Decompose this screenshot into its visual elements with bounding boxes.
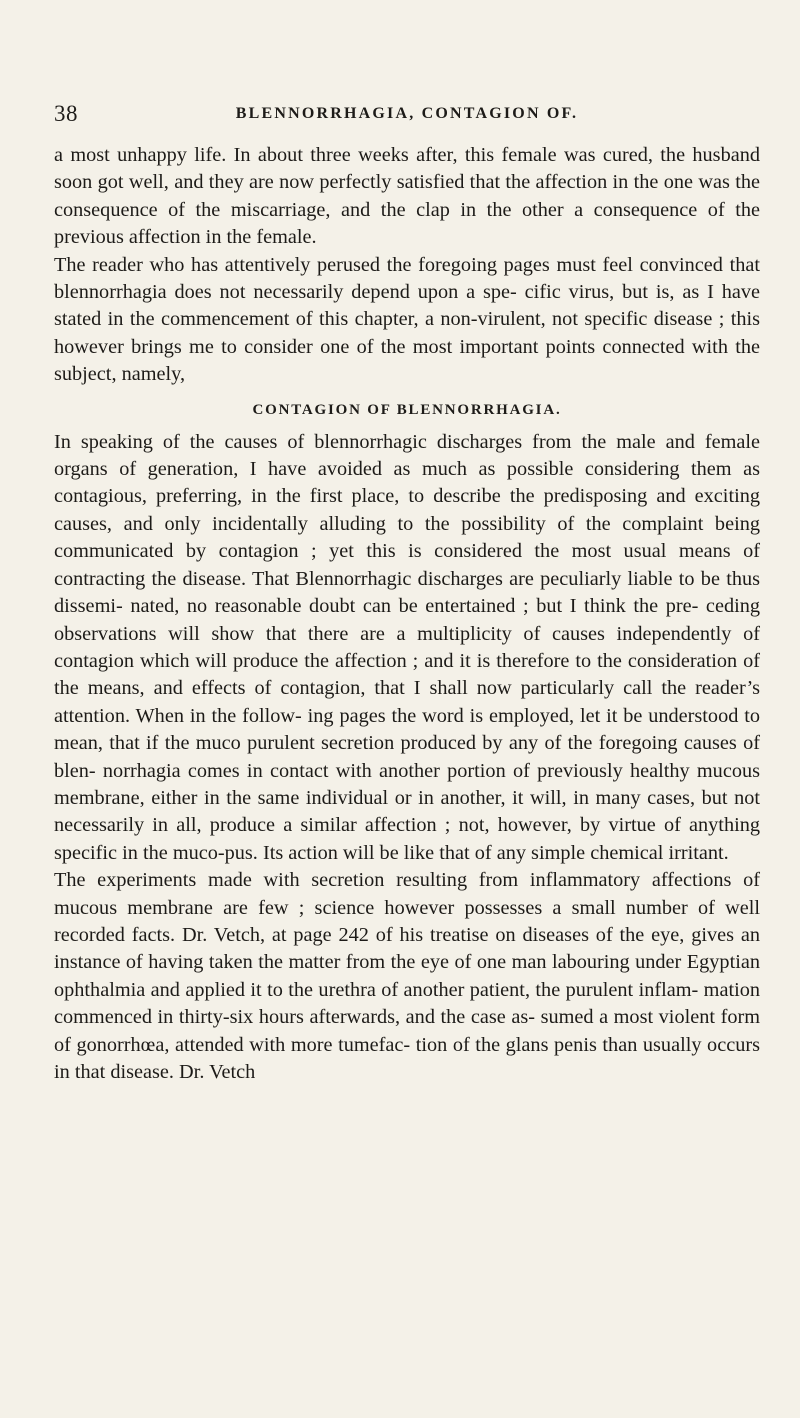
body-text <box>54 142 760 1086</box>
running-head: BLENNORRHAGIA, CONTAGION OF. <box>235 105 579 122</box>
section-heading: CONTAGION OF BLENNORRHAGIA. <box>252 401 562 418</box>
paragraph-reader: The reader who has attentively perused the foregoing pages must feel convinced that blennorrhagia does not necessarily depend upon a spe- cific virus, but is, as I have stated in the commencement of this chapter, a non-virulent, not specific disease ; this however brings me to consider one of the most important points connected with the subject, namely, <box>54 253 760 386</box>
paragraph-causes: In speaking of the causes of blennorrhagic discharges from the male and female organs of generation, I have avoided as much as possible considering them as contagious, preferring, in the first place, to describe the predisposing and exciting causes, and only incidentally alluding to the possibility of the complaint being communicated by contagion ; yet this is considered the most usual means of contracting the disease. That Blennorrhagic discharges are peculiarly liable to be thus dissemi- nated, no reasonable doubt can be entertained ; but I think the pre- ceding observations will show that there are a multiplicity of causes independently of contagion which will produce the affection ; and it is therefore to the consideration of the means, and effects of contagion, that I shall now particularly call the reader’s attention. When in the follow- ing pages the word is employed, let it be understood to mean, that if the muco purulent secretion produced by any of the foregoing causes of blen- norrhagia comes in contact with another portion of previously healthy mucous membrane, either in the same individual or in another, it will, in many cases, but not necessarily in all, produce a similar affection ; not, however, by virtue of anything specific in the muco-pus. Its action will be like that of any simple chemical irritant. <box>54 430 760 864</box>
page-number: 38 <box>54 101 78 126</box>
page-header <box>54 101 760 131</box>
paragraph-experiments: The experiments made with secretion resulting from inflammatory affections of mucous membrane are few ; science however possesses a small number of well recorded facts. Dr. Vetch, at page 242 of his treatise on diseases of the eye, gives an instance of having taken the matter from the eye of one man labouring under Egyptian ophthalmia and applied it to the urethra of another patient, the purulent inflam- mation commenced in thirty-six hours afterwards, and the case as- sumed a most violent form of gonorrhœa, attended with more tumefac- tion of the glans penis than usually occurs in that disease. Dr. Vetch <box>54 869 760 1083</box>
paragraph-continued: a most unhappy life. In about three weeks after, this female was cured, the husband soon got well, and they are now perfectly satisfied that the affection in the one was the consequence of the miscarriage, and the clap in the other a consequence of the previous affection in the female. <box>54 144 760 249</box>
book-page <box>54 0 760 1418</box>
